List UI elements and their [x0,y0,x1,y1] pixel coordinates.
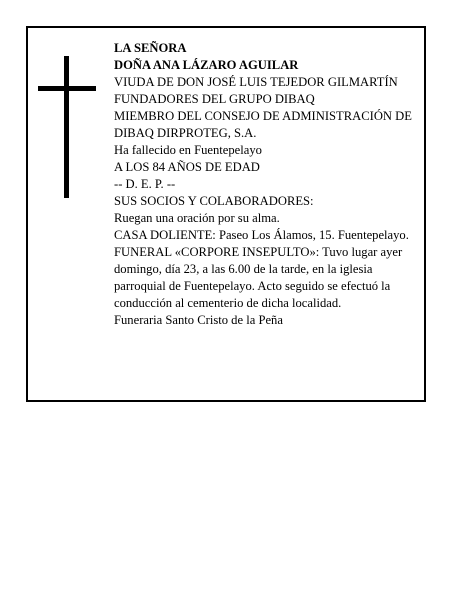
funeral-home-line: Funeraria Santo Cristo de la Peña [114,313,283,327]
widow-line: VIUDA DE DON JOSÉ LUIS TEJEDOR GILMARTÍN [114,75,398,89]
prayer-line: Ruegan una oración por su alma. [114,211,280,225]
mourning-house-line: CASA DOLIENTE: Paseo Los Álamos, 15. Fuentepelayo. [114,228,409,242]
partners-line: SUS SOCIOS Y COLABORADORES: [114,194,314,208]
funeral-line: FUNERAL «CORPORE INSEPULTO»: Tuvo lugar ayer domingo, día 23, a las 6.00 de la tarde, en la iglesia parroquial de Fuentepelayo. Acto seguido se efectuó la conducción al cementerio de dicha localidad. [114,245,403,310]
notice-text [114,40,426,329]
deceased-name: DOÑA ANA LÁZARO AGUILAR [114,58,299,72]
founders-line: FUNDADORES DEL GRUPO DIBAQ [114,92,315,106]
cross-vertical-bar [64,56,69,198]
board-member-line: MIEMBRO DEL CONSEJO DE ADMINISTRACIÓN DE DIBAQ DIRPROTEG, S.A. [114,109,412,140]
cross-icon [38,56,98,198]
cross-horizontal-bar [38,86,96,91]
rip-line: -- D. E. P. -- [114,177,176,191]
obituary-notice [26,26,426,402]
passed-away-line: Ha fallecido en Fuentepelayo [114,143,262,157]
title-line: LA SEÑORA [114,41,187,55]
age-line: A LOS 84 AÑOS DE EDAD [114,160,260,174]
